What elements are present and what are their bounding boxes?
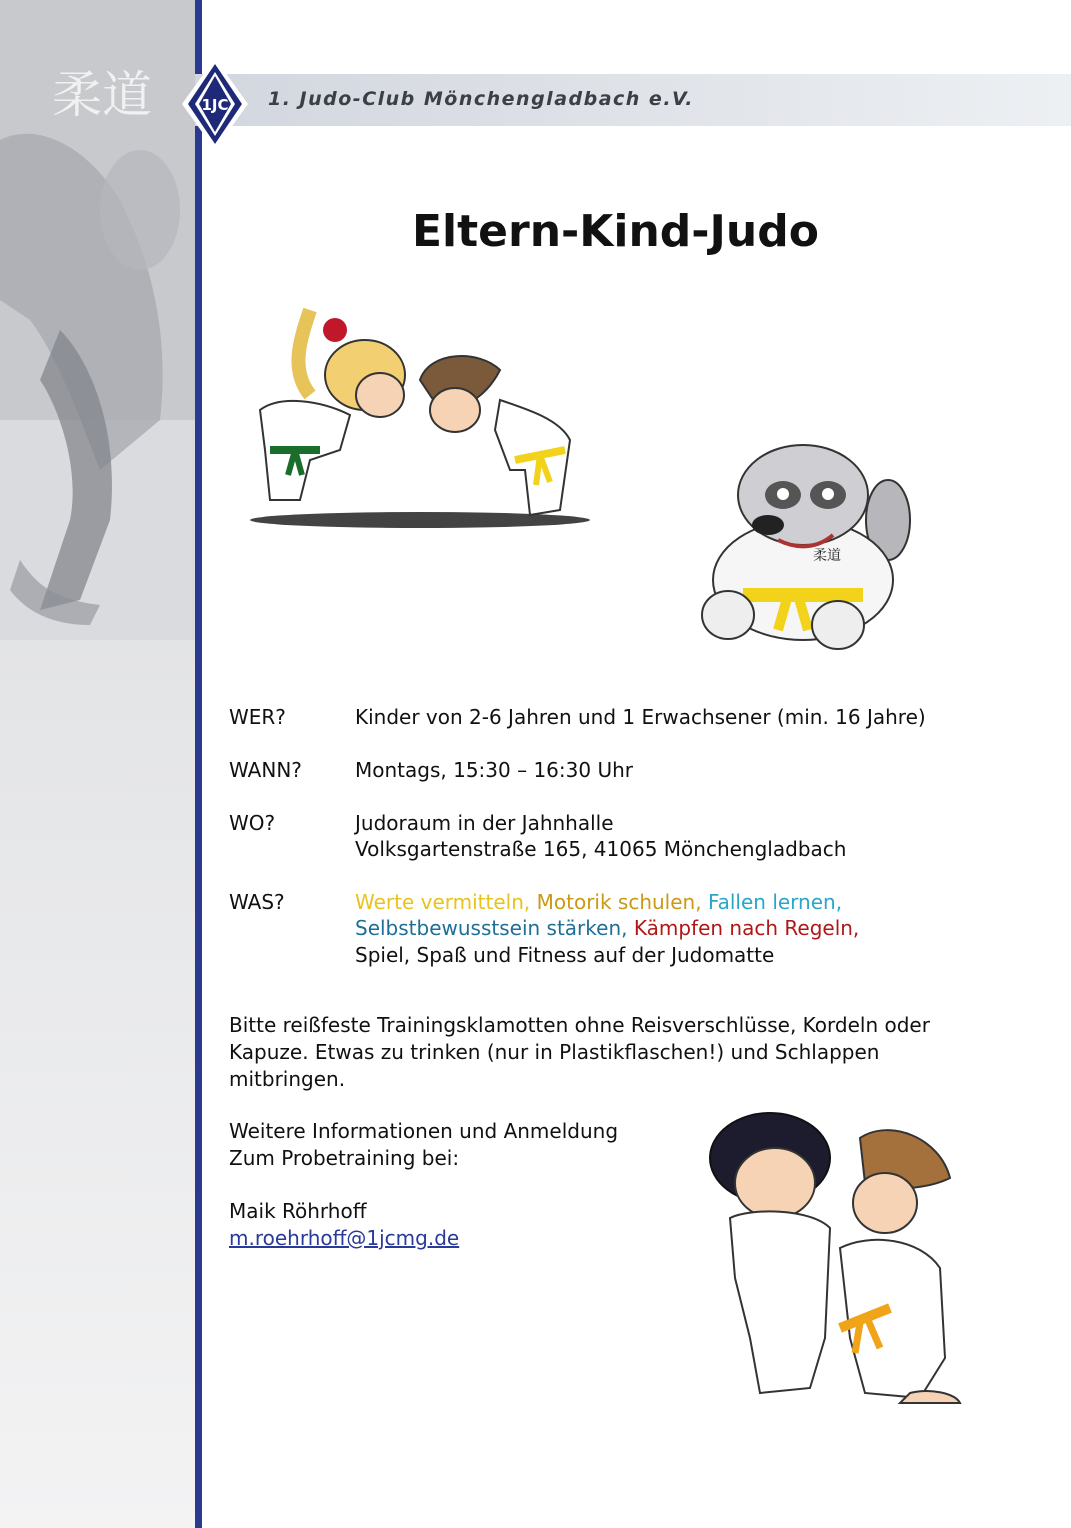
was-item-motorik: Motorik schulen,	[536, 890, 702, 914]
contact-line2: Zum Probetraining bei:	[229, 1146, 460, 1170]
contact-email-link[interactable]: m.roehrhoff@1jcmg.de	[229, 1226, 460, 1250]
was-item-spiel: Spiel, Spaß und Fitness auf der Judomatte	[355, 943, 775, 967]
was-item-werte: Werte vermitteln,	[355, 890, 531, 914]
was-item-kaempfen: Kämpfen nach Regeln,	[633, 916, 860, 940]
contact-block	[229, 1118, 669, 1252]
raccoon-mascot-illustration	[688, 430, 918, 650]
value-was-line1	[355, 889, 842, 916]
was-item-selbstbewusstsein: Selbstbewusstsein stärken,	[355, 916, 628, 940]
value-wo-line2: Volksgartenstraße 165, 41065 Mönchengladbach	[355, 837, 847, 861]
notes-line1: Bitte reißfeste Trainingsklamotten ohne Reisverschlüsse, Kordeln oder	[229, 1013, 930, 1037]
label-wer: WER?	[229, 705, 286, 729]
label-wo: WO?	[229, 811, 276, 835]
notes-line3: mitbringen.	[229, 1067, 346, 1091]
svg-text:柔道: 柔道	[813, 548, 841, 564]
club-name: 1. Judo-Club Mönchengladbach e.V.	[268, 88, 695, 110]
kids-belt-illustration	[690, 1098, 970, 1408]
label-was: WAS?	[229, 890, 285, 914]
svg-text:1JC: 1JC	[201, 96, 229, 114]
bowing-kids-illustration	[240, 300, 600, 530]
value-was-line2	[355, 915, 859, 942]
value-was-line3	[355, 942, 774, 969]
was-item-fallen: Fallen lernen,	[707, 890, 843, 914]
club-logo	[182, 58, 248, 150]
page-title: Eltern-Kind-Judo	[412, 206, 819, 257]
label-wann: WANN?	[229, 758, 302, 782]
notes-line2: Kapuze. Etwas zu trinken (nur in Plastikflaschen!) und Schlappen	[229, 1040, 880, 1064]
judo-kanji-watermark	[52, 64, 182, 124]
svg-text:柔道: 柔道	[52, 66, 152, 124]
value-wer: Kinder von 2-6 Jahren und 1 Erwachsener (min. 16 Jahre)	[355, 705, 926, 729]
value-wo-line1: Judoraum in der Jahnhalle	[355, 811, 614, 835]
notes-paragraph	[229, 1012, 1029, 1093]
value-wann: Montags, 15:30 – 16:30 Uhr	[355, 758, 633, 782]
contact-line1: Weitere Informationen und Anmeldung	[229, 1119, 619, 1143]
contact-name: Maik Röhrhoff	[229, 1199, 367, 1223]
